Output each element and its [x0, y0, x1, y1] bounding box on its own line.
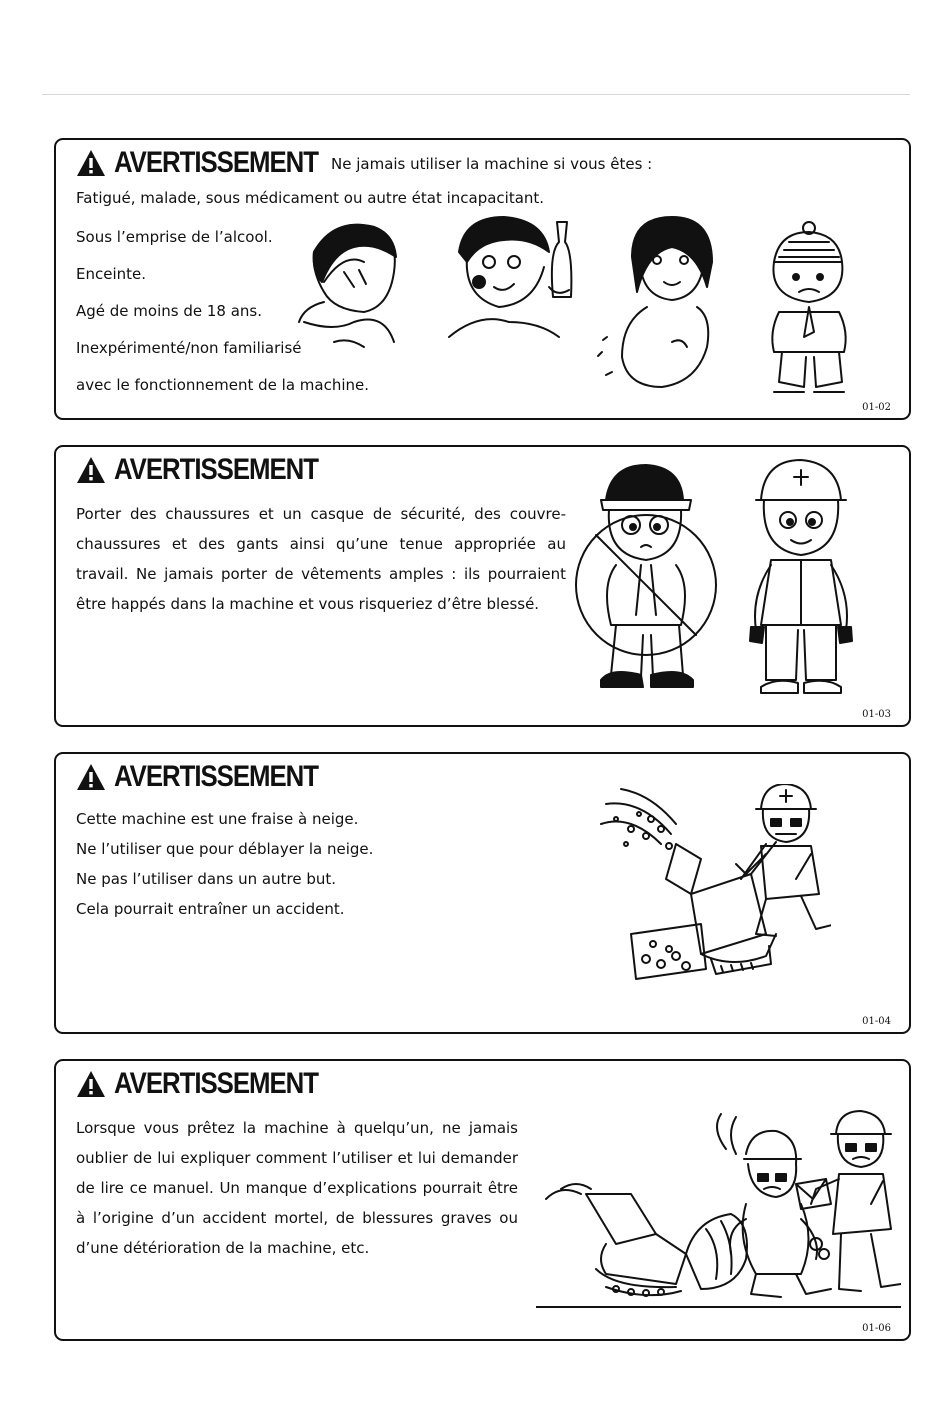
snow-spray-icon [601, 789, 676, 849]
warning-line: Ne l’utiliser que pour déblayer la neige. [76, 840, 374, 858]
warning-heading-suffix: Ne jamais utiliser la machine si vous êtes : [331, 155, 653, 173]
warning-code: 01-04 [862, 1016, 891, 1027]
warning-line: Sous l’emprise de l’alcool. [76, 228, 273, 246]
person-reading-manual-icon [796, 1111, 901, 1291]
tired-person-icon [299, 225, 396, 347]
warning-code: 01-02 [862, 402, 891, 413]
warning-heading [76, 453, 359, 487]
warning-triangle-icon [76, 149, 106, 177]
operator-icon [736, 784, 831, 936]
warning-line: Ne pas l’utiliser dans un autre but. [76, 870, 336, 888]
lending-machine-illustration [536, 1109, 901, 1309]
loose-clothing-prohibited-icon [576, 465, 716, 687]
warning-code: 01-03 [862, 709, 891, 720]
pregnant-woman-icon [598, 217, 712, 387]
proper-clothing-illustration [571, 455, 871, 700]
warning-label: AVERTISSEMENT [114, 146, 318, 179]
warning-line: Fatigué, malade, sous médicament ou autre état incapacitant. [76, 189, 545, 207]
warning-line: Inexpérimenté/non familiarisé [76, 339, 302, 357]
warning-heading [76, 146, 652, 180]
warning-triangle-icon [76, 1070, 106, 1098]
warning-line: avec le fonctionnement de la machine. [76, 376, 370, 394]
warning-text: Porter des chaussures et un casque de sécurité, des couvre-chaussures et des gants ainsi qu’une tenue appropriée au travail. Ne jamais porter de vêtements amples : ils pourraient être happés dans la machine et vous risqueriez d’être blessé. [76, 505, 566, 613]
warning-label: AVERTISSEMENT [114, 1067, 318, 1100]
warning-triangle-icon [76, 456, 106, 484]
warning-label: AVERTISSEMENT [114, 453, 318, 486]
drunk-person-icon [449, 217, 571, 337]
falling-person-icon [717, 1114, 831, 1297]
runaway-snow-blower-icon [546, 1184, 747, 1296]
warning-panel-lending-machine [54, 1059, 911, 1341]
warning-heading [76, 760, 359, 794]
warning-triangle-icon [76, 763, 106, 791]
warning-line: Enceinte. [76, 265, 147, 283]
correct-outfit-icon [750, 460, 852, 693]
warning-text: Lorsque vous prêtez la machine à quelqu’un, ne jamais oublier de lui expliquer comment l’utiliser et lui demander de lire ce manuel. Un manque d’explications pourrait être à l’origine d’un accident mortel, de blessures graves ou d’une détérioration de la machine, etc. [76, 1119, 518, 1257]
warning-line: Agé de moins de 18 ans. [76, 302, 262, 320]
warning-line: Cette machine est une fraise à neige. [76, 810, 359, 828]
unfit-operators-illustration [294, 212, 854, 412]
warning-line: Cela pourrait entraîner un accident. [76, 900, 345, 918]
warning-panel-intended-use [54, 752, 911, 1034]
warning-code: 01-06 [862, 1323, 891, 1334]
warning-panel-unfit-operator [54, 138, 911, 420]
warning-panel-proper-clothing [54, 445, 911, 727]
snow-blower-use-illustration [591, 784, 831, 994]
warning-label: AVERTISSEMENT [114, 760, 318, 793]
snow-blower-machine-icon [631, 842, 776, 979]
child-icon [772, 222, 845, 392]
warning-heading [76, 1067, 359, 1101]
page-top-rule [42, 94, 910, 95]
